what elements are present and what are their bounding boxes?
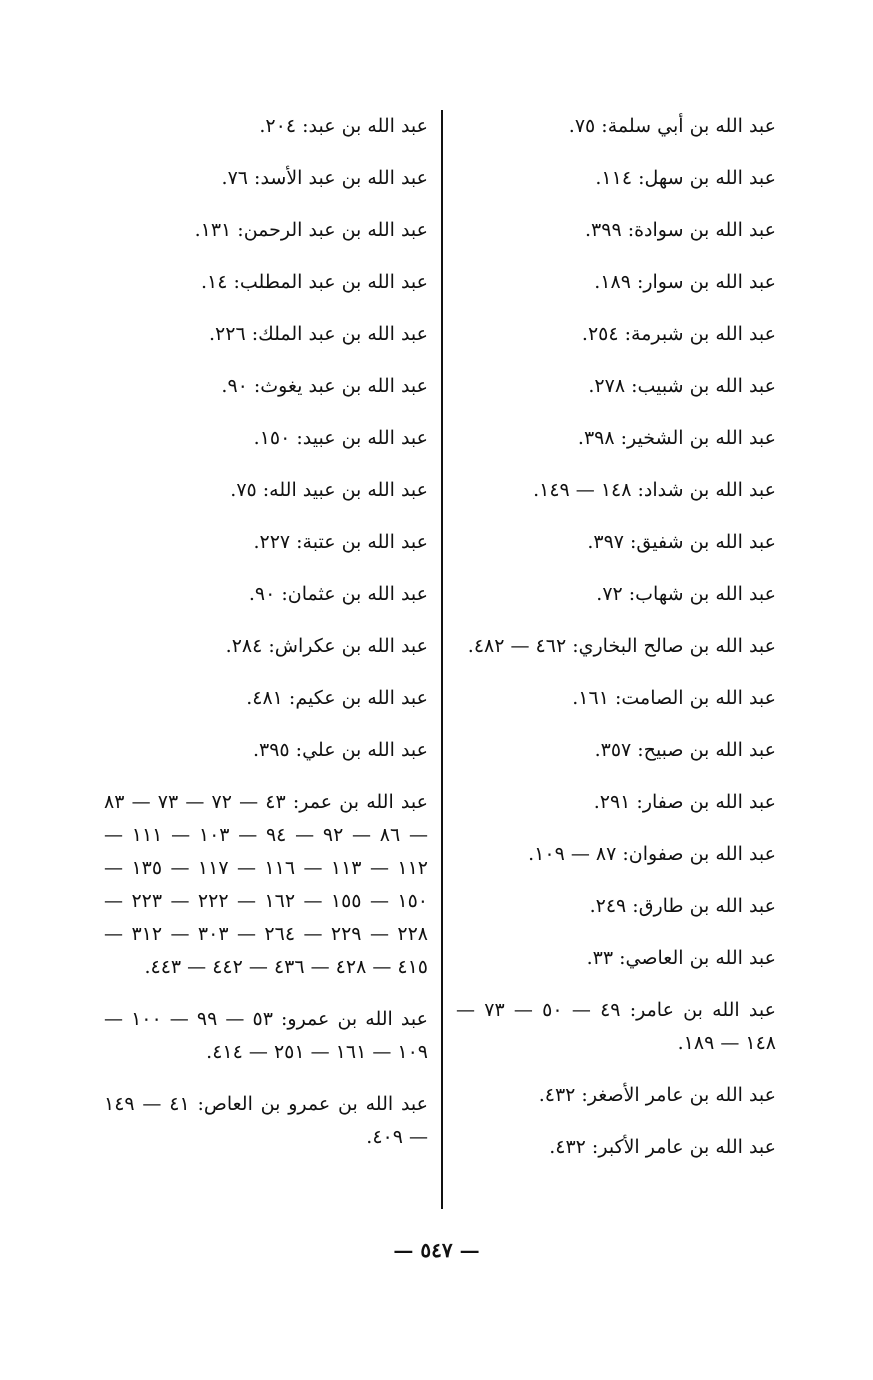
index-entry: عبد الله بن صفوان: ٨٧ — ١٠٩.	[528, 843, 776, 865]
index-entry: عبد الله بن عامر الأصغر: ٤٣٢.	[538, 1084, 776, 1106]
index-entry: عبد الله بن شبيب: ٢٧٨.	[588, 375, 776, 397]
index-entry: عبد الله بن عبد يغوث: ٩٠.	[221, 375, 428, 397]
index-entry: عبد الله بن علي: ٣٩٥.	[252, 739, 428, 761]
index-entry: عبد الله بن الصامت: ١٦١.	[572, 687, 776, 709]
index-entry: عبد الله بن الشخير: ٣٩٨.	[577, 427, 776, 449]
index-entry: عبد الله بن عامر: ٤٩ — ٥٠ — ٧٣ — ١٤٨ — ١٨٩.	[456, 999, 776, 1054]
index-entry: عبد الله بن عامر الأكبر: ٤٣٢.	[549, 1136, 776, 1158]
index-entry: عبد الله بن عبد الأسد: ٧٦.	[221, 167, 428, 189]
index-entry: عبد الله بن شهاب: ٧٢.	[596, 583, 776, 605]
index-column-left	[104, 110, 428, 1173]
index-entry: عبد الله بن عمرو بن العاص: ٤١ — ١٤٩ — ٤٠٩.	[104, 1093, 428, 1148]
index-entry: عبد الله بن طارق: ٢٤٩.	[589, 895, 776, 917]
page-number: — ٥٤٧ —	[393, 1238, 480, 1262]
index-entry: عبد الله بن عكيم: ٤٨١.	[246, 687, 428, 709]
index-entry: عبد الله بن العاصي: ٣٣.	[586, 947, 776, 969]
index-entry: عبد الله بن صبيح: ٣٥٧.	[594, 739, 776, 761]
index-entry: عبد الله بن عكراش: ٢٨٤.	[225, 635, 428, 657]
index-entry: عبد الله بن أبي سلمة: ٧٥.	[568, 115, 776, 137]
index-entry: عبد الله بن عتبة: ٢٢٧.	[253, 531, 428, 553]
index-entry: عبد الله بن شفيق: ٣٩٧.	[587, 531, 776, 553]
index-entry: عبد الله بن عبد الرحمن: ١٣١.	[194, 219, 428, 241]
index-entry: عبد الله بن سهل: ١١٤.	[595, 167, 776, 189]
index-entry: عبد الله بن شداد: ١٤٨ — ١٤٩.	[533, 479, 776, 501]
index-entry: عبد الله بن عثمان: ٩٠.	[248, 583, 428, 605]
index-entry: عبد الله بن عبيد: ١٥٠.	[253, 427, 428, 449]
index-entry: عبد الله بن صفار: ٢٩١.	[593, 791, 776, 813]
index-entry: عبد الله بن عبيد الله: ٧٥.	[230, 479, 428, 501]
index-entry: عبد الله بن عمرو: ٥٣ — ٩٩ — ١٠٠ — ١٠٩ — ١٦١ — ٢٥١ — ٤١٤.	[104, 1008, 428, 1063]
index-entry: عبد الله بن شبرمة: ٢٥٤.	[581, 323, 776, 345]
index-entry: عبد الله بن سوادة: ٣٩٩.	[584, 219, 776, 241]
index-column-right	[456, 110, 776, 1183]
index-entry: عبد الله بن سوار: ١٨٩.	[594, 271, 776, 293]
index-entry: عبد الله بن صالح البخاري: ٤٦٢ — ٤٨٢.	[467, 635, 776, 657]
index-entry: عبد الله بن عبد الملك: ٢٢٦.	[208, 323, 428, 345]
index-entry: عبد الله بن عبد: ٢٠٤.	[259, 115, 428, 137]
index-entry: عبد الله بن عمر: ٤٣ — ٧٢ — ٧٣ — ٨٣ — ٨٦ — ٩٢ — ٩٤ — ١٠٣ — ١١١ — ١١٢ — ١١٣ — ١١٦ — ١١٧ — ١٣٥ — ١٥٠ — ١٥٥ — ١٦٢ — ٢٢٢ — ٢٢٣ — ٢٢٨ — ٢٢٩ — ٢٦٤ — ٣٠٣ — ٣١٢ — ٤١٥ — ٤٢٨ — ٤٣٦ — ٤٤٢ — ٤٤٣.	[104, 791, 428, 978]
index-entry: عبد الله بن عبد المطلب: ١٤.	[200, 271, 428, 293]
column-divider	[441, 110, 443, 1209]
